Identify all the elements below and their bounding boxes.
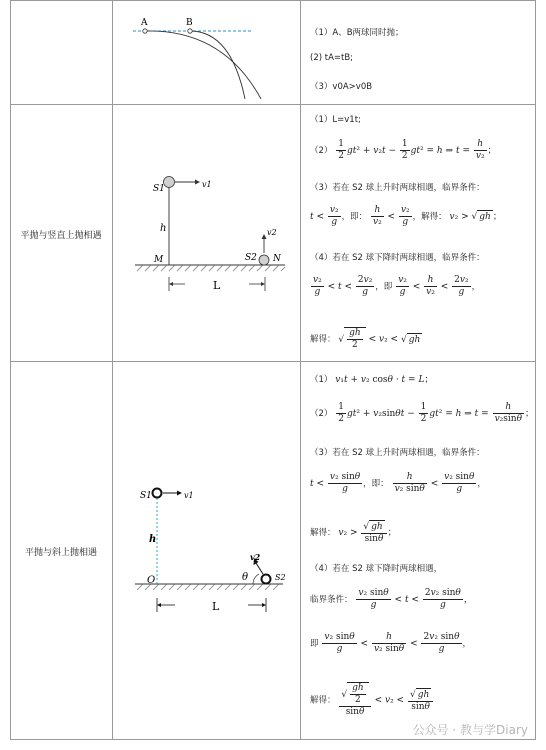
label-v1: v1 <box>184 491 194 500</box>
arrow-v2 <box>256 563 263 574</box>
label-v1: v1 <box>202 180 212 189</box>
span-arrowhead-left <box>157 603 161 607</box>
equation-5: 解得： √ $\frac{gh}{2}$ < v₂ < √ gh <box>310 328 421 350</box>
row-1-content <box>300 0 536 104</box>
row-label: 平抛与竖直上抛相遇 <box>20 231 102 241</box>
label-b: B <box>186 18 193 28</box>
span-arrowhead-left <box>169 282 173 286</box>
label-m: M <box>154 255 164 265</box>
equation-3: t < $\frac{\text{v₂}}{g}$ ，即： $\frac{h}{\text{v₂}}$ < $\frac{\text{v₂}}{g}$ ，解得： v₂ > √ gh ； <box>310 205 502 227</box>
label-v2: v2 <box>250 552 261 562</box>
ball-s2 <box>262 575 271 584</box>
text-line: （1）L=v1t; <box>310 115 361 125</box>
ball-s2 <box>259 255 269 265</box>
text-line: （4）若在 S2 球下降时两球相遇， <box>310 564 443 574</box>
text-line: （3）若在 S2 球上升时两球相遇，临界条件： <box>310 448 485 458</box>
text-line: （4）若在 S2 球下降时两球相遇，临界条件： <box>310 253 485 263</box>
text-line: （3）v0A>v0B <box>310 82 373 92</box>
diagram-horizontal-oblique <box>113 362 299 738</box>
comparison-table <box>10 0 536 740</box>
label-s2: S2 <box>275 573 286 582</box>
label-n: N <box>273 254 281 264</box>
diagram-horizontal-vertical <box>113 105 299 360</box>
label-l: L <box>213 279 221 292</box>
label-v2: v2 <box>267 228 277 237</box>
label-o: O <box>147 575 156 586</box>
diagram-two-projectiles <box>113 1 299 103</box>
equation-2: （2） $\frac{1}{2}$ gt² + v₂sinθt − $\frac{1}{2}$ gt² = h ⇒ t = $\frac{h}{\text{v₂sinθ}}$ ； <box>310 402 534 424</box>
text-line: （1）A、B两球同时抛； <box>310 28 404 38</box>
row-label: 平抛与斜上抛相遇 <box>24 548 97 558</box>
label-theta: θ <box>242 572 249 583</box>
trajectory-a <box>145 31 261 99</box>
table-border-bottom <box>10 739 536 740</box>
label-a: A <box>141 18 148 28</box>
ball-b <box>188 29 192 33</box>
label-l: L <box>212 600 220 613</box>
equation-1: （1） v₁t + v₂ cosθ · t = L； <box>310 375 434 385</box>
equation-5: 临界条件： $\frac{\text{v₂ sinθ}}{g}$ < t < $\frac{\text{2v₂ sinθ}}{g}$ ， <box>310 588 473 610</box>
watermark: 公众号 · 教与学Diary <box>412 723 528 737</box>
equation-4: 解得： v₂ > $\frac{√ gh}{\sin\theta}$ ； <box>310 522 397 544</box>
arrowhead-v1 <box>195 180 200 185</box>
arrowhead-v2 <box>262 234 267 239</box>
ball-s1 <box>164 177 175 188</box>
label-s2: S2 <box>245 253 257 263</box>
text-line: (2) tA=tB; <box>310 53 354 63</box>
arrowhead-v1 <box>177 491 182 496</box>
text-line: （3）若在 S2 球上升时两球相遇，临界条件： <box>310 183 485 193</box>
row-2-content <box>300 105 536 361</box>
table-border-left <box>10 0 11 740</box>
equation-2: （2） $\frac{1}{2}$ gt² + v₂t − $\frac{1}{2}$ gt² = h ⇒ t = $\frac{h}{\text{v₂}}$ ； <box>310 139 497 161</box>
span-arrowhead-right <box>262 603 266 607</box>
equation-7: 解得： √ $\frac{gh}{2}$ sinθ < v₂ < $\frac{√ gh}{\sin\theta}$ <box>310 682 434 718</box>
equation-3: t < $\frac{\text{v₂ sinθ}}{g}$ ，即： $\frac{h}{\text{v₂ sinθ}}$ < $\frac{\text{v₂ sinθ}}{g}$ ， <box>310 472 486 494</box>
label-s1: S1 <box>153 184 165 194</box>
row-3-content <box>300 362 536 739</box>
ball-a <box>143 29 147 33</box>
label-h: h <box>149 534 157 545</box>
angle-arc <box>253 574 259 584</box>
equation-4: $\frac{\text{v₂}}{g}$ < t < $\frac{\text{2v₂}}{g}$ ，即 $\frac{\text{v₂}}{g}$ < $\frac{h}{\text{v₂}}$ < $\frac{\text{2v₂}}{g}$ ， <box>313 275 481 297</box>
ball-s1 <box>153 489 162 498</box>
label-s1: S1 <box>140 491 152 501</box>
equation-6: 即 $\frac{\text{v₂ sinθ}}{g}$ < $\frac{h}{\text{v₂ sinθ}}$ < $\frac{\text{2v₂ sinθ}}{g}$ ， <box>310 632 472 654</box>
label-h: h <box>160 223 167 234</box>
span-arrowhead-right <box>261 282 265 286</box>
